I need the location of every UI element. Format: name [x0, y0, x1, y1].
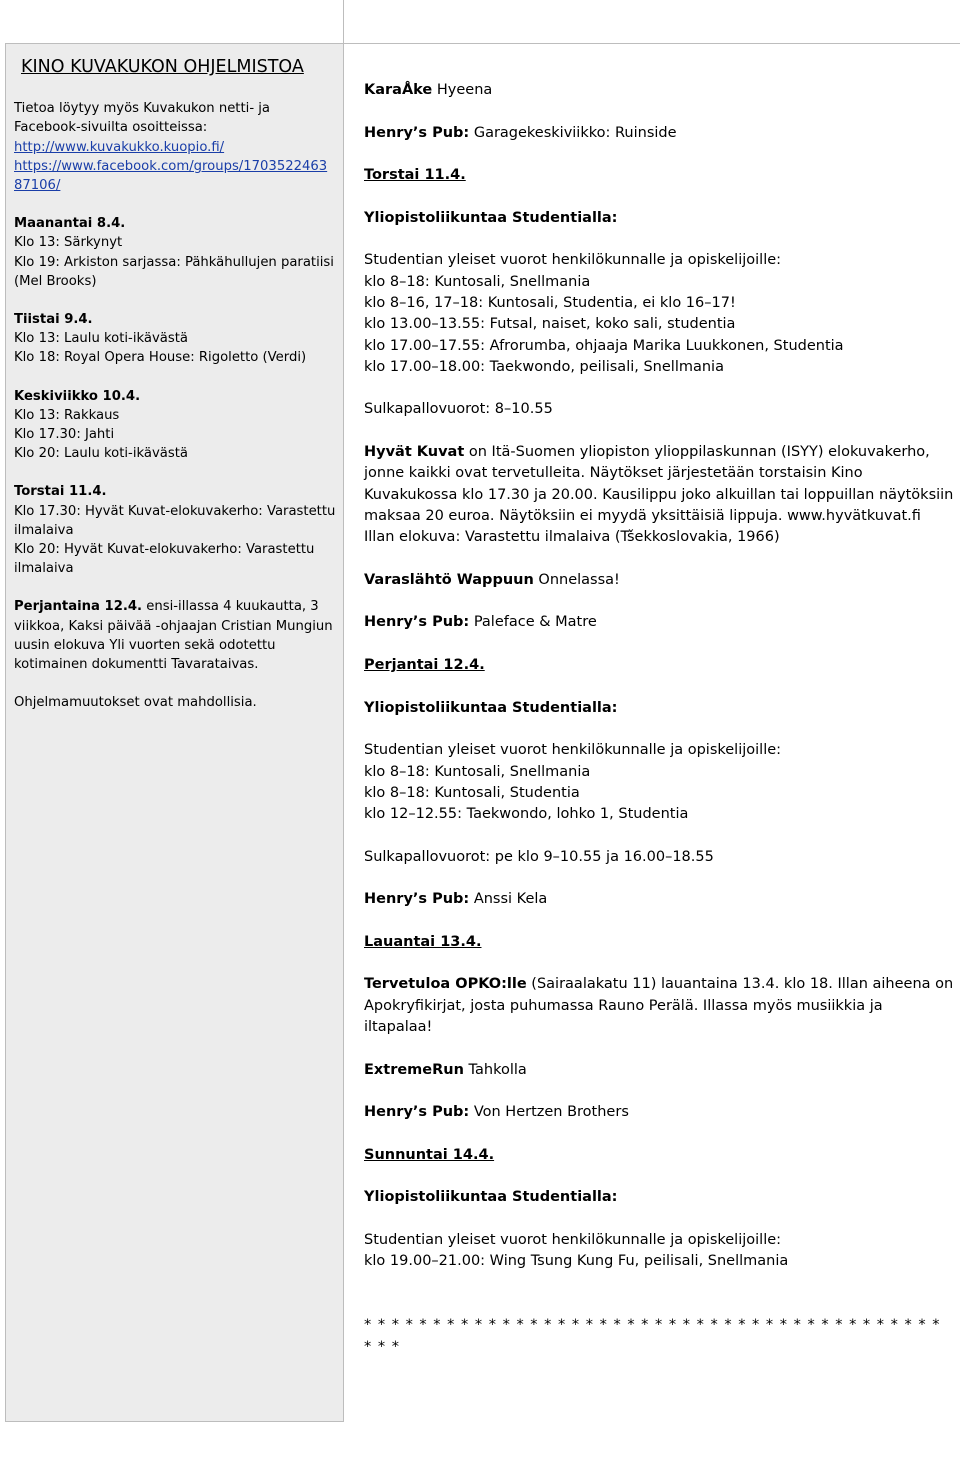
henrys-pub-thursday [364, 612, 954, 633]
spacer [364, 1038, 954, 1059]
sports-slot: klo 19.00–21.00: Wing Tsung Kung Fu, peilisali, Snellmania [364, 1253, 789, 1270]
badminton-slots: Sulkapallovuorot: pe klo 9–10.55 ja 16.00–18.55 [364, 848, 714, 865]
day-heading: Keskiviikko 10.4. [14, 388, 141, 404]
henrys-pub-label: Henry’s Pub: [364, 614, 470, 631]
spacer [364, 144, 954, 165]
spacer [364, 953, 954, 974]
opko-text: (Sairaalakatu 11) lauantaina 13.4. klo 18. Illan aiheena on [526, 976, 954, 993]
sidebar-content [14, 58, 336, 731]
day-monday [14, 214, 336, 291]
henrys-pub-label: Henry’s Pub: [364, 891, 470, 908]
hyvat-kuvat-label: Hyvät Kuvat [364, 444, 465, 461]
opko-line [364, 974, 954, 995]
day-friday [14, 597, 336, 674]
spacer [364, 591, 954, 612]
spacer [364, 911, 954, 932]
spacer [364, 719, 954, 740]
star-divider: * * * * * * * * * * * * * * * * * * * * * * * * * * * * * * * * * * * * * * * * * * * * * [364, 1317, 941, 1355]
screening: Klo 13: Särkynyt [14, 235, 123, 251]
screening: Klo 18: Royal Opera House: Rigoletto (Verdi) [14, 350, 307, 366]
sunday-heading: Sunnuntai 14.4. [364, 1146, 495, 1163]
sports-slot: klo 8–18: Kuntosali, Snellmania [364, 763, 591, 780]
spacer [364, 229, 954, 250]
henrys-pub-event: Paleface & Matre [469, 614, 597, 631]
spacer [364, 634, 954, 655]
intro-text: Tietoa löytyy myös Kuvakukon netti- ja Facebook-sivuilta osoitteissa: [14, 101, 271, 136]
henrys-pub-event: Garagekeskiviikko: Ruinside [469, 124, 677, 141]
spacer [364, 1273, 954, 1294]
day-wednesday [14, 387, 336, 464]
facebook-link-part-2: 87106/ [14, 178, 61, 194]
cinema-sidebar [5, 43, 344, 1422]
extremerun-line [364, 1060, 954, 1081]
friday-heading: Perjantai 12.4. [364, 657, 485, 674]
spacer [364, 1294, 954, 1315]
event-calendar [364, 80, 954, 1358]
hyvat-kuvat-text: on Itä-Suomen yliopiston ylioppilaskunnan (ISYY) elokuvakerho, [464, 444, 930, 461]
henrys-pub-event: Anssi Kela [469, 891, 548, 908]
hyvat-kuvat-text: maksaa 20 euroa. Näytöksiin ei myydä yksittäisiä lippuja. www.hyvätkuvat.fi [364, 507, 921, 524]
screening: Klo 13: Laulu koti-ikävästä [14, 331, 188, 347]
spacer [364, 868, 954, 889]
extremerun-venue: Tahkolla [463, 1061, 527, 1078]
sports-heading: Yliopistoliikuntaa Studentialla: [364, 209, 618, 226]
screening: Klo 17.30: Jahti [14, 427, 115, 443]
screening: Klo 19: Arkiston sarjassa: Pähkähullujen paratiisi (Mel Brooks) [14, 254, 334, 289]
spacer [364, 101, 954, 122]
karaoke-line [364, 80, 954, 101]
hyvat-kuvat-text: jonne kaikki ovat tervetulleita. Näytökset järjestetään torstaisin Kino [364, 465, 863, 482]
sports-heading: Yliopistoliikuntaa Studentialla: [364, 699, 618, 716]
henrys-pub-friday [364, 889, 954, 910]
screening: Klo 17.30: Hyvät Kuvat-elokuvakerho: Varastettu ilmalaiva [14, 503, 336, 538]
henrys-pub-wednesday [364, 123, 954, 144]
karaoke-venue: Hyeena [432, 82, 493, 98]
sports-slot: klo 17.00–17.55: Afrorumba, ohjaaja Marika Luukkonen, Studentia [364, 337, 844, 354]
badminton-slots: Sulkapallovuorot: 8–10.55 [364, 401, 553, 418]
studentia-intro: Studentian yleiset vuorot henkilökunnalle ja opiskelijoille: [364, 742, 782, 759]
vappu-line [364, 570, 954, 591]
friday-description: ensi-illassa 4 kuukautta, 3 viikkoa, Kaksi päivää -ohjaajan Cristian Mungiun uusin elokuva Yli vuorten sekä odotettu kotimainen dokumentti Tavarataivas. [14, 599, 333, 673]
saturday-heading: Lauantai 13.4. [364, 933, 482, 950]
changes-note: Ohjelmamuutokset ovat mahdollisia. [14, 695, 257, 711]
day-heading: Tiistai 9.4. [14, 312, 93, 328]
studentia-intro: Studentian yleiset vuorot henkilökunnalle ja opiskelijoille: [364, 1232, 782, 1249]
screening: Klo 20: Hyvät Kuvat-elokuvakerho: Varastettu ilmalaiva [14, 542, 315, 577]
vappu-label: Varaslähtö Wappuun [364, 571, 534, 588]
spacer [364, 1209, 954, 1230]
henrys-pub-saturday [364, 1102, 954, 1123]
sidebar-footer [14, 693, 336, 712]
day-thursday [14, 482, 336, 578]
sports-slot: klo 8–18: Kuntosali, Studentia [364, 784, 580, 801]
day-tuesday [14, 310, 336, 368]
spacer [364, 1081, 954, 1102]
top-frame [0, 0, 344, 44]
sports-heading: Yliopistoliikuntaa Studentialla: [364, 1189, 618, 1206]
facebook-link-part-1: https://www.facebook.com/groups/1703522463 [14, 158, 328, 174]
spacer [364, 825, 954, 846]
extremerun-label: ExtremeRun [364, 1061, 464, 1078]
opko-text: Apokryfikirjat, josta puhumassa Rauno Perälä. Illassa myös musiikkia ja iltapalaa! [364, 997, 883, 1036]
spacer [364, 549, 954, 570]
facebook-group-link[interactable] [14, 157, 336, 195]
screening: Klo 20: Laulu koti-ikävästä [14, 446, 188, 462]
spacer [364, 421, 954, 442]
henrys-pub-label: Henry’s Pub: [364, 124, 470, 141]
thursday-heading: Torstai 11.4. [364, 167, 466, 184]
spacer [364, 1166, 954, 1187]
sidebar-title: KINO KUVAKUKON OHJELMISTOA [21, 57, 304, 77]
hyvat-kuvat-line [364, 442, 954, 463]
henrys-pub-label: Henry’s Pub: [364, 1104, 470, 1121]
spacer [364, 1124, 954, 1145]
hyvat-kuvat-text: Kuvakukossa klo 17.30 ja 20.00. Kausilippu joko alkuillan tai loppuillan näytöksiin [364, 486, 954, 503]
opko-label: Tervetuloa OPKO:lle [364, 976, 527, 993]
spacer [364, 378, 954, 399]
top-rule [344, 43, 960, 44]
sidebar-intro [14, 99, 336, 195]
kuvakukko-website-link[interactable]: http://www.kuvakukko.kuopio.fi/ [14, 139, 225, 155]
day-heading: Perjantaina 12.4. [14, 599, 143, 615]
karaoke-label: KaraÅke [364, 82, 433, 98]
spacer [364, 676, 954, 697]
day-heading: Torstai 11.4. [14, 484, 107, 500]
hyvat-kuvat-text: Illan elokuva: Varastettu ilmalaiva (Tšekkoslovakia, 1966) [364, 529, 780, 546]
spacer [364, 186, 954, 207]
sports-slot: klo 12–12.55: Taekwondo, lohko 1, Studentia [364, 806, 689, 823]
sports-slot: klo 13.00–13.55: Futsal, naiset, koko sali, studentia [364, 316, 736, 333]
sports-slot: klo 17.00–18.00: Taekwondo, peilisali, Snellmania [364, 358, 724, 375]
sports-slot: klo 8–16, 17–18: Kuntosali, Studentia, ei klo 16–17! [364, 294, 736, 311]
henrys-pub-event: Von Hertzen Brothers [469, 1104, 629, 1121]
vappu-venue: Onnelassa! [533, 571, 620, 588]
day-heading: Maanantai 8.4. [14, 216, 126, 232]
screening: Klo 13: Rakkaus [14, 407, 120, 423]
studentia-intro: Studentian yleiset vuorot henkilökunnalle ja opiskelijoille: [364, 252, 782, 269]
sports-slot: klo 8–18: Kuntosali, Snellmania [364, 273, 591, 290]
